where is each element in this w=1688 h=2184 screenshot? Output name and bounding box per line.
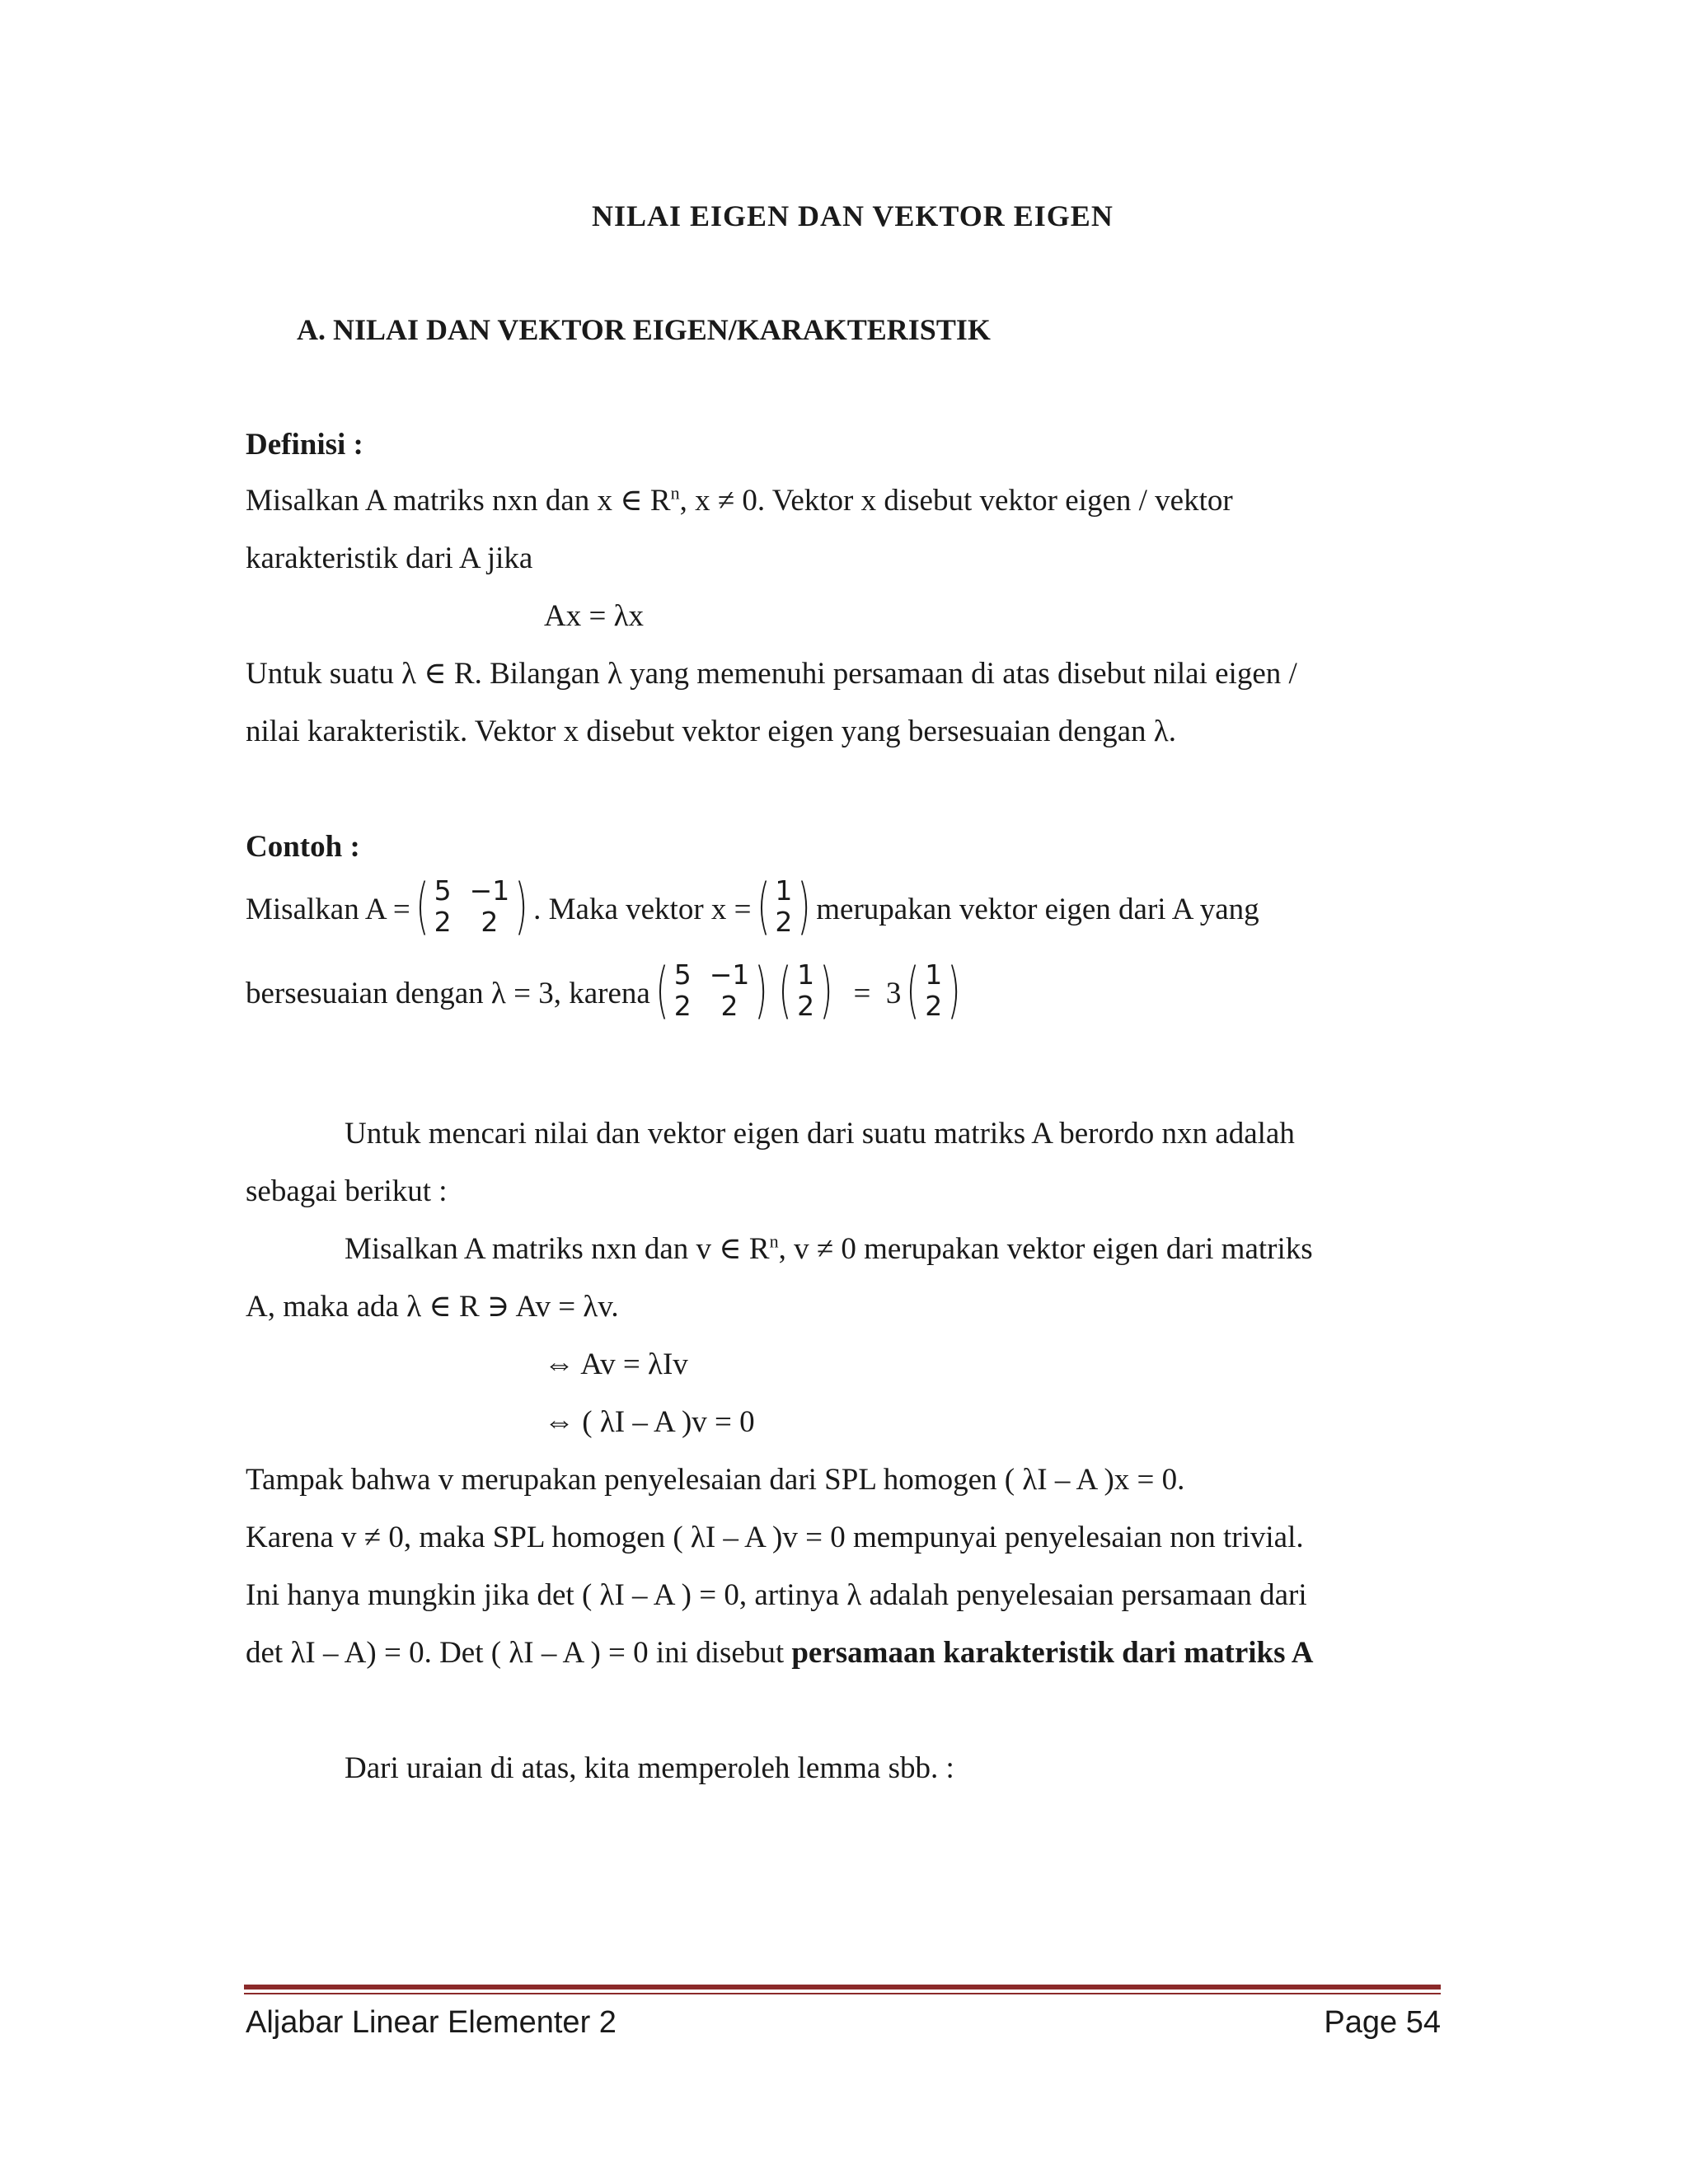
definition-line: nilai karakteristik. Vektor x disebut vektor eigen yang bersesuaian dengan λ.	[246, 715, 1176, 748]
paragraph-text: det λI – A) = 0. Det ( λI – A ) = 0 ini disebut	[246, 1636, 792, 1670]
section-heading: A. NILAI DAN VEKTOR EIGEN/KARAKTERISTIK	[297, 313, 991, 346]
superscript: n	[670, 482, 680, 504]
vector-x	[752, 871, 817, 942]
matrix-a-cells	[674, 959, 750, 1022]
vector-cell: 2	[775, 906, 793, 938]
definition-line: Untuk suatu λ ∈ R. Bilangan λ yang memenuhi persamaan di atas disebut nilai eigen /	[246, 657, 1297, 691]
footer-rule-thin	[244, 1993, 1441, 1994]
right-paren: )	[514, 871, 528, 942]
right-paren: )	[947, 955, 961, 1026]
right-paren: )	[819, 955, 833, 1026]
matrix-cell: −1	[469, 874, 510, 907]
matrix-cell: 5	[434, 874, 452, 907]
vector-cell: 1	[925, 958, 943, 991]
paragraph-line: Dari uraian di atas, kita memperoleh lemma sbb. :	[345, 1751, 954, 1785]
definition-equation: Ax = λx	[544, 599, 645, 633]
paragraph-line: Untuk mencari nilai dan vektor eigen dari suatu matriks A berordo nxn adalah	[345, 1117, 1295, 1151]
example-text: . Maka vektor x =	[533, 893, 752, 926]
left-paren: (	[757, 871, 770, 942]
matrix-cell: 5	[673, 958, 692, 991]
paragraph-line	[246, 1635, 1313, 1671]
matrix-cell: 2	[673, 990, 692, 1022]
derivation-step: ⇔ Av = λIv	[544, 1347, 688, 1381]
example-line	[246, 871, 1259, 942]
vector-cell: 1	[775, 874, 793, 907]
vector-cell: 2	[797, 990, 815, 1022]
matrix-cell: 2	[481, 906, 499, 938]
paragraph-line: sebagai berikut :	[246, 1174, 448, 1208]
paragraph-text: Misalkan A matriks nxn dan v ∈ R	[345, 1232, 770, 1266]
vector-cell: 2	[925, 990, 943, 1022]
page-title: NILAI EIGEN DAN VEKTOR EIGEN	[592, 199, 1114, 232]
example-text: bersesuaian dengan λ = 3, karena	[246, 977, 650, 1010]
example-text: = 3	[837, 977, 902, 1010]
definition-text: , x ≠ 0. Vektor x disebut vektor eigen / vektor	[679, 484, 1233, 518]
example-line	[246, 955, 966, 1026]
derivation-step: ⇔ ( λI – A )v = 0	[544, 1405, 755, 1439]
vector-x	[901, 955, 966, 1026]
vector-x-cells	[775, 875, 792, 938]
page-number: Page 54	[1324, 2005, 1441, 2040]
vector-x-cells	[797, 959, 814, 1022]
definition-line	[246, 483, 1233, 519]
example-heading: Contoh :	[246, 830, 360, 864]
matrix-a-cells	[434, 875, 510, 938]
footer-rule	[244, 1985, 1441, 1990]
definition-text: Misalkan A matriks nxn dan x ∈ R	[246, 484, 671, 518]
paragraph-line: Karena v ≠ 0, maka SPL homogen ( λI – A )v = 0 mempunyai penyelesaian non trivial.	[246, 1521, 1304, 1554]
definition-heading: Definisi :	[246, 428, 363, 462]
right-paren: )	[797, 871, 811, 942]
right-paren: )	[754, 955, 768, 1026]
paragraph-line: A, maka ada λ ∈ R ∋ Av = λv.	[246, 1290, 619, 1324]
paragraph-line: Tampak bahwa v merupakan penyelesaian dari SPL homogen ( λI – A )x = 0.	[246, 1463, 1185, 1497]
matrix-a	[410, 871, 533, 942]
left-paren: (	[415, 871, 429, 942]
superscript: n	[769, 1230, 779, 1252]
matrix-cell: −1	[709, 958, 750, 991]
vector-cell: 1	[797, 958, 815, 991]
left-paren: (	[655, 955, 669, 1026]
paragraph-text: , v ≠ 0 merupakan vektor eigen dari matriks	[778, 1232, 1313, 1266]
footer-title: Aljabar Linear Elementer 2	[246, 2005, 617, 2040]
left-paren: (	[906, 955, 920, 1026]
matrix-cell: 2	[720, 990, 738, 1022]
matrix-cell: 2	[434, 906, 452, 938]
definition-line: karakteristik dari A jika	[246, 541, 533, 575]
vector-x	[773, 955, 838, 1026]
matrix-a	[650, 955, 773, 1026]
paragraph-line	[345, 1231, 1313, 1268]
example-text: merupakan vektor eigen dari A yang	[816, 893, 1259, 926]
vector-x-cells	[925, 959, 942, 1022]
emphasis-text: persamaan karakteristik dari matriks A	[791, 1636, 1314, 1670]
paragraph-line: Ini hanya mungkin jika det ( λI – A ) = 0, artinya λ adalah penyelesaian persamaan dari	[246, 1578, 1307, 1612]
example-text: Misalkan A =	[246, 893, 410, 926]
left-paren: (	[778, 955, 792, 1026]
